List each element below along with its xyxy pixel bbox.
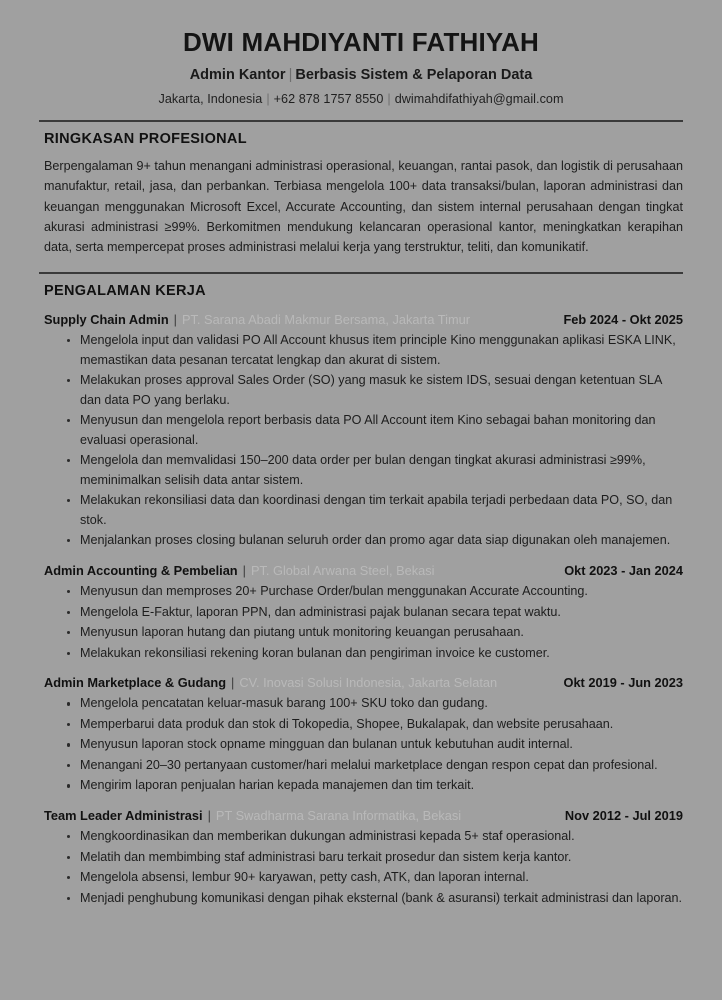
contact-location: Jakarta, Indonesia	[158, 91, 263, 106]
job-bullet: Mengelola E-Faktur, laporan PPN, dan administrasi pajak bulanan secara tepat waktu.	[65, 603, 683, 623]
contact-phone[interactable]: +62 878 1757 8550	[273, 91, 384, 106]
experience-section-title: PENGALAMAN KERJA	[44, 282, 206, 299]
job-company: CV. Inovasi Solusi Indonesia, Jakarta Selatan	[239, 675, 498, 691]
job-bullets	[44, 331, 683, 551]
job-bullet: Mengirim laporan penjualan harian kepada manajemen dan tim terkait.	[65, 776, 683, 796]
candidate-name: DWI MAHDIYANTI FATHIYAH	[182, 27, 540, 57]
job-bullet: Menyusun laporan hutang dan piutang untuk monitoring keuangan perusahaan.	[65, 623, 683, 643]
job-dates: Feb 2024 - Okt 2025	[563, 311, 683, 327]
contact-separator-2: |	[387, 91, 391, 106]
summary-section-rule	[39, 120, 683, 122]
job-title: Admin Accounting & Pembelian	[44, 562, 238, 578]
job-dates: Okt 2023 - Jan 2024	[564, 562, 683, 578]
job-dates: Okt 2019 - Jun 2023	[563, 675, 683, 691]
job-bullet: Mengkoordinasikan dan memberikan dukungan administrasi kepada 5+ staf operasional.	[65, 827, 683, 847]
job-bullet: Mengelola pencatatan keluar-masuk barang 100+ SKU toko dan gudang.	[65, 694, 683, 714]
job-bullet: Melakukan proses approval Sales Order (SO) yang masuk ke sistem IDS, sesuai dengan ketentuan SLA dan data PO yang berlaku.	[65, 371, 683, 410]
job-bullet: Mengelola absensi, lembur 90+ karyawan, petty cash, ATK, dan laporan internal.	[65, 868, 683, 888]
job-bullet: Melatih dan membimbing staf administrasi baru terkait prosedur dan sistem kerja kantor.	[65, 848, 683, 868]
headline-separator: |	[288, 66, 293, 83]
job-bullet: Menyusun dan memproses 20+ Purchase Order/bulan menggunakan Accurate Accounting.	[65, 582, 683, 602]
experience-item	[39, 562, 683, 663]
job-header	[44, 807, 683, 824]
job-bullet: Menangani 20–30 pertanyaan customer/hari melalui marketplace dengan respon cepat dan profesional.	[65, 756, 683, 776]
summary-body: Berpengalaman 9+ tahun menangani administrasi operasional, keuangan, rantai pasok, dan logistik di perusahaan manufaktur, retail, jasa, dan perbankan. Terbiasa mengelola 100+ data transaksi/bulan, laporan administrasi dan keuangan menggunakan Microsoft Excel, Accurate Accounting, dan sistem internal perusahaan dengan tingkat akurasi administrasi ≥99%. Berkomitmen mendukung kelancaran operasional kantor, meningkatkan kerapihan data, serta mempercepat proses administrasi melalui kerja yang terstruktur, teliti, dan komunikatif.	[44, 158, 683, 255]
job-dates: Nov 2012 - Jul 2019	[564, 807, 683, 823]
contact-line	[39, 92, 683, 106]
job-title: Team Leader Administrasi	[44, 807, 203, 823]
headline-specialty: Berbasis Sistem & Pelaporan Data	[295, 66, 533, 83]
job-bullets	[44, 827, 683, 908]
summary-section-title: RINGKASAN PROFESIONAL	[44, 130, 247, 147]
experience-item	[39, 311, 683, 551]
job-bullet: Menjadi penghubung komunikasi dengan pihak eksternal (bank & asuransi) terkait administrasi dan laporan.	[65, 889, 683, 909]
job-bullet: Mengelola input dan validasi PO All Account khusus item principle Kino menggunakan aplikasi ESKA LINK, memastikan data pesanan tercatat lengkap dan akurat di sistem.	[65, 331, 683, 370]
job-header	[44, 562, 683, 579]
candidate-headline	[39, 67, 683, 83]
job-title: Supply Chain Admin	[44, 311, 169, 327]
contact-email[interactable]: dwimahdifathiyah@gmail.com	[394, 91, 564, 106]
job-bullet: Memperbarui data produk dan stok di Tokopedia, Shopee, Bukalapak, dan website perusahaan.	[65, 715, 683, 735]
job-company: PT. Sarana Abadi Makmur Bersama, Jakarta Timur	[181, 311, 471, 327]
job-bullet: Menyusun dan mengelola report berbasis data PO All Account item Kino sebagai bahan monitoring dan evaluasi operasional.	[65, 411, 683, 450]
job-bullet: Melakukan rekonsiliasi rekening koran bulanan dan pengiriman invoice ke customer.	[65, 644, 683, 664]
job-separator: |	[207, 807, 211, 823]
experience-section-rule	[39, 272, 683, 274]
job-company: PT. Global Arwana Steel, Bekasi	[250, 562, 435, 578]
experience-item	[39, 674, 683, 796]
job-separator: |	[242, 562, 246, 578]
job-company: PT Swadharma Sarana Informatika, Bekasi	[215, 807, 462, 823]
job-separator: |	[173, 311, 177, 327]
job-bullet: Mengelola dan memvalidasi 150–200 data order per bulan dengan tingkat akurasi administrasi ≥99%, meminimalkan selisih data antar sistem.	[65, 451, 683, 490]
job-title: Admin Marketplace & Gudang	[44, 675, 227, 691]
experience-list	[39, 311, 683, 908]
experience-item	[39, 807, 683, 908]
job-header	[44, 311, 683, 328]
job-bullet: Melakukan rekonsiliasi data dan koordinasi dengan tim terkait apabila terjadi perbedaan data PO, SO, dan stok.	[65, 491, 683, 530]
contact-separator-1: |	[266, 91, 270, 106]
job-separator: |	[231, 675, 235, 691]
job-bullet: Menyusun laporan stock opname mingguan dan bulanan untuk kebutuhan audit internal.	[65, 735, 683, 755]
resume-header	[39, 0, 683, 106]
job-bullets	[44, 694, 683, 796]
job-bullets	[44, 582, 683, 663]
job-bullet: Menjalankan proses closing bulanan seluruh order dan promo agar data siap digunakan oleh manajemen.	[65, 531, 683, 551]
job-header	[44, 674, 683, 691]
headline-role: Admin Kantor	[189, 66, 286, 83]
